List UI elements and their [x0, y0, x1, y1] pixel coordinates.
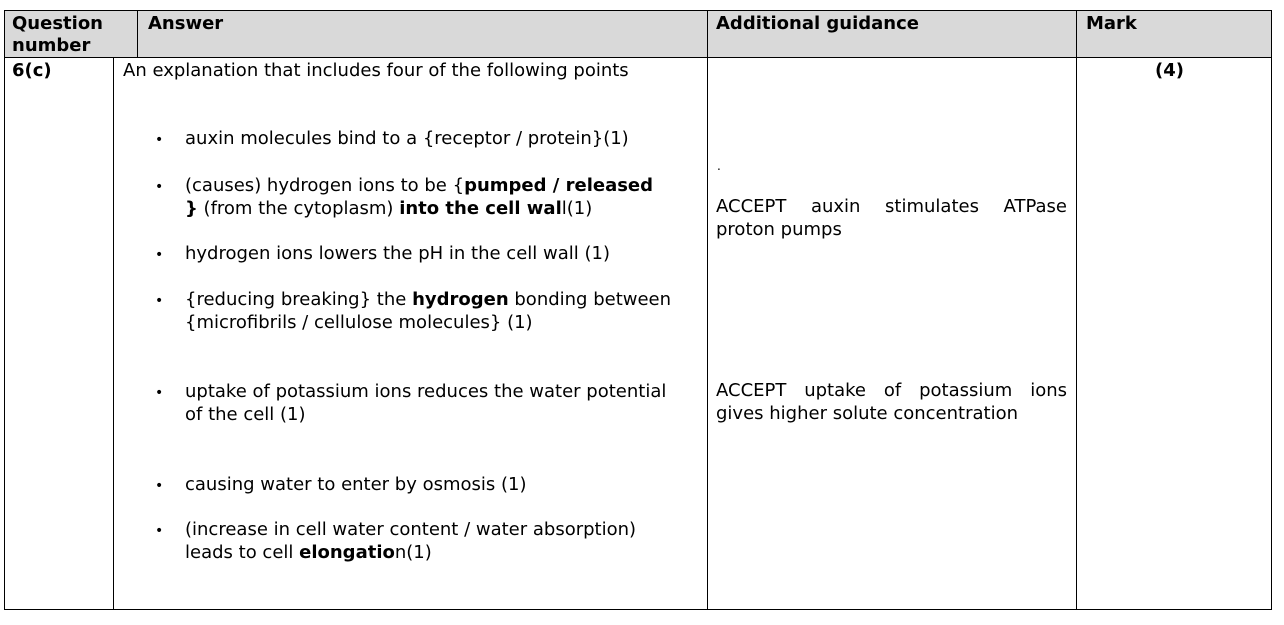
bullet-point: • [155, 523, 164, 539]
header-col-divider-1 [137, 11, 138, 57]
point-4-line-1 [185, 289, 671, 311]
guidance-2-line-1: ACCEPT uptake of potassium ions [716, 380, 1067, 401]
bullet-point: • [155, 247, 164, 263]
point-2-brace: } [185, 198, 198, 219]
header-mark: Mark [1086, 13, 1137, 34]
col-divider-3 [1076, 11, 1077, 610]
point-5-line-2: of the cell (1) [185, 404, 306, 425]
point-2-line-2 [185, 198, 592, 220]
point-5-line-1: uptake of potassium ions reduces the water potential [185, 381, 667, 402]
point-4-line-2: {microfibrils / cellulose molecules} (1) [185, 312, 533, 333]
bullet-point: • [155, 179, 164, 195]
bullet-point: • [155, 478, 164, 494]
point-7-line-2 [185, 542, 432, 564]
point-2-line-1 [185, 175, 653, 197]
col-divider-2 [707, 11, 708, 610]
bullet-point: • [155, 132, 164, 148]
point-7-bold: elongatio [299, 542, 395, 563]
point-6: causing water to enter by osmosis (1) [185, 474, 527, 495]
point-4-bold: hydrogen [412, 289, 509, 310]
bullet-point: • [155, 293, 164, 309]
point-7-post: n(1) [394, 542, 432, 563]
header-additional-guidance: Additional guidance [716, 13, 920, 34]
point-2-bold-cell-wall: into the cell wal [399, 198, 562, 219]
header-answer: Answer [148, 13, 224, 34]
point-4-post: bonding between [508, 289, 672, 310]
point-2-mid: (from the cytoplasm) [197, 198, 400, 219]
header-divider [5, 57, 1271, 58]
question-number: 6(c) [12, 60, 52, 81]
mark-scheme-table [4, 10, 1272, 610]
answer-intro: An explanation that includes four of the following points [123, 60, 629, 81]
guidance-2-line-2: gives higher solute concentration [716, 403, 1019, 424]
point-2-post: l(1) [561, 198, 593, 219]
bullet-point: • [155, 385, 164, 401]
guidance-1-line-1: ACCEPT auxin stimulates ATPase [716, 196, 1067, 217]
point-3: hydrogen ions lowers the pH in the cell wall (1) [185, 243, 610, 264]
guidance-1-line-2: proton pumps [716, 219, 842, 240]
point-2-pre: (causes) hydrogen ions to be { [185, 175, 465, 196]
point-7-line-1: (increase in cell water content / water absorption) [185, 519, 637, 540]
point-7-pre: leads to cell [185, 542, 300, 563]
point-4-pre: {reducing breaking} the [185, 289, 413, 310]
point-1: auxin molecules bind to a {receptor / protein}(1) [185, 128, 629, 149]
mark-value: (4) [1155, 60, 1184, 81]
point-2-bold: pumped / released [464, 175, 654, 196]
header-question-number: Question number [12, 13, 103, 56]
guidance-dot: . [717, 159, 721, 173]
body-col-divider-1 [113, 57, 114, 610]
